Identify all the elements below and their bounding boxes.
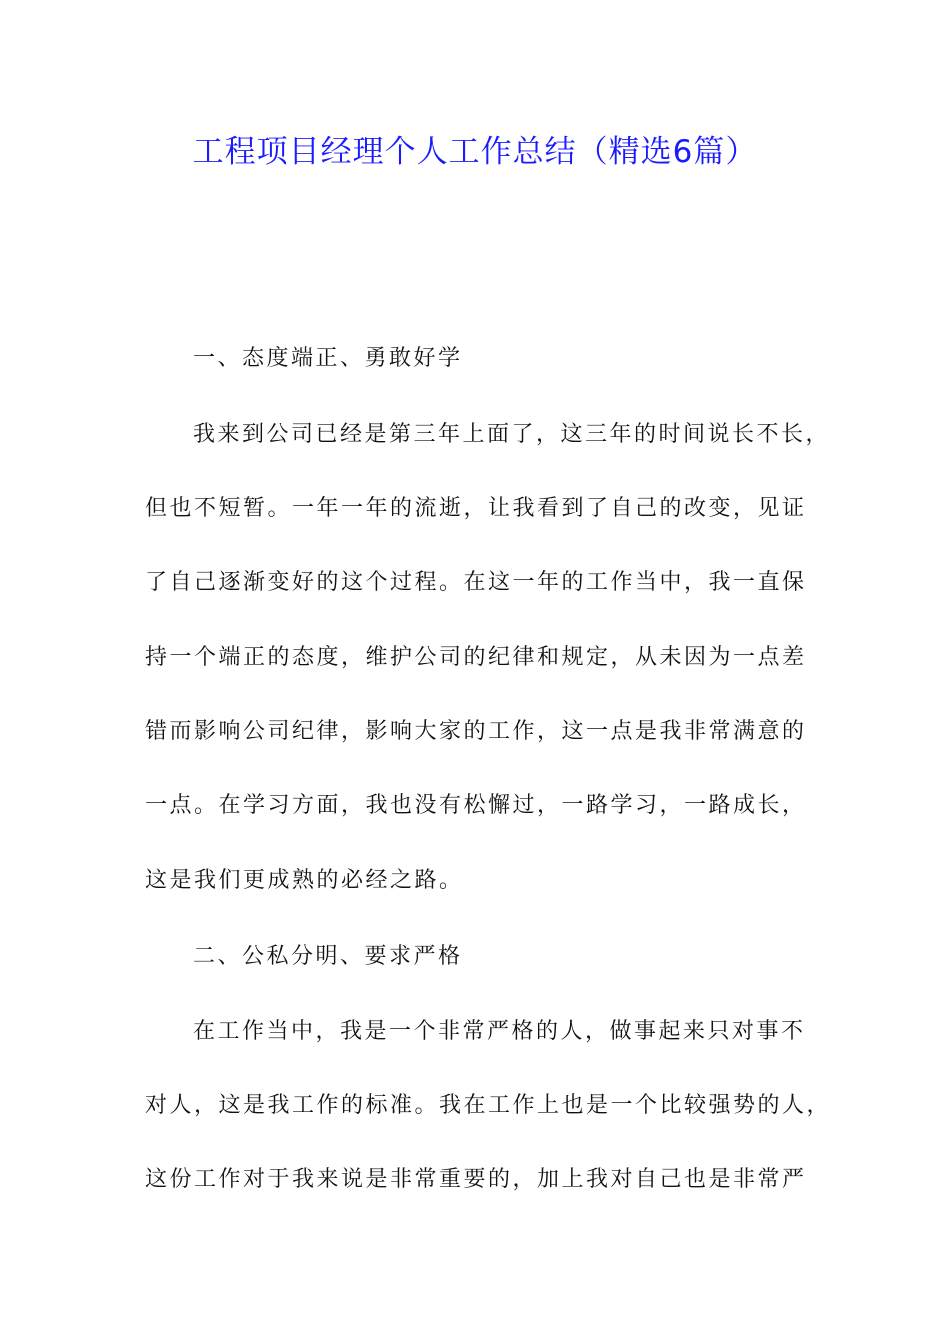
- paragraph-line: 在工作当中，我是一个非常严格的人，做事起来只对事不: [193, 1019, 806, 1044]
- paragraph-line: 这份工作对于我来说是非常重要的，加上我对自己也是非常严: [145, 1167, 807, 1192]
- paragraph-line: 我来到公司已经是第三年上面了，这三年的时间说长不长，: [193, 422, 831, 447]
- section-heading-2: 二、公私分明、要求严格: [193, 944, 463, 969]
- paragraph-line: 对人，这是我工作的标准。我在工作上也是一个比较强势的人，: [145, 1093, 832, 1118]
- paragraph-line: 错而影响公司纪律，影响大家的工作，这一点是我非常满意的: [145, 719, 807, 744]
- paragraph-line: 一点。在学习方面，我也没有松懈过，一路学习，一路成长，: [145, 793, 807, 818]
- paragraph-line: 但也不短暂。一年一年的流逝，让我看到了自己的改变，见证: [145, 496, 807, 521]
- paragraph-line: 这是我们更成熟的必经之路。: [145, 868, 464, 893]
- section-heading-1: 一、态度端正、勇敢好学: [193, 346, 463, 371]
- paragraph-line: 持一个端正的态度，维护公司的纪律和规定，从未因为一点差: [145, 645, 807, 670]
- document-title: 工程项目经理个人工作总结（精选6篇）: [192, 134, 758, 170]
- paragraph-line: 了自己逐渐变好的这个过程。在这一年的工作当中，我一直保: [145, 570, 807, 595]
